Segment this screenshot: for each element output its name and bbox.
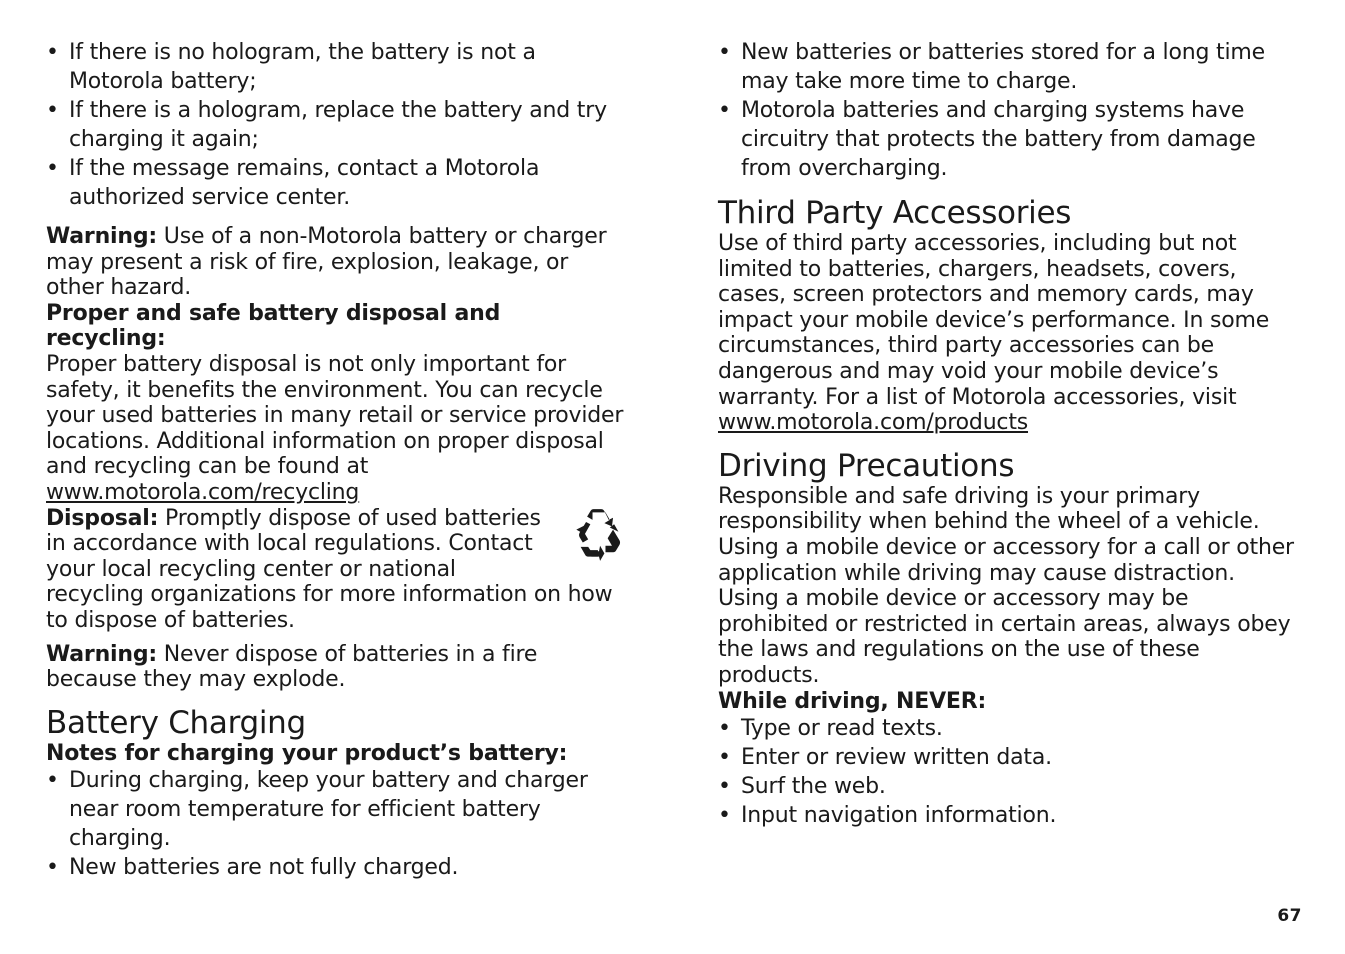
warning-text: Never dispose of batteries in a fire because they may explode. bbox=[46, 641, 538, 693]
list-item: • New batteries are not fully charged. bbox=[46, 853, 626, 882]
charging-list-continued bbox=[718, 38, 1300, 183]
list-item: • If there is a hologram, replace the battery and try charging it again; bbox=[46, 96, 626, 154]
recycling-link-line bbox=[46, 480, 626, 506]
hologram-list bbox=[46, 38, 626, 212]
battery-charging-title: Battery Charging bbox=[46, 704, 306, 741]
warning-paragraph bbox=[46, 224, 626, 301]
charging-notes-heading: Notes for charging your product’s battery: bbox=[46, 740, 568, 766]
products-link[interactable]: www.motorola.com/products bbox=[718, 410, 1029, 436]
third-party-title: Third Party Accessories bbox=[718, 195, 1072, 231]
list-item: • Input navigation information. bbox=[718, 801, 1300, 830]
never-heading: While driving, NEVER: bbox=[718, 688, 987, 714]
page-number: 67 bbox=[1277, 906, 1302, 926]
disposal-heading: Proper and safe battery disposal and recycling: bbox=[46, 300, 501, 352]
warning-text: Use of a non-Motorola battery or charger may present a risk of fire, explosion, leakage, or other hazard. bbox=[46, 224, 607, 301]
list-item: • If the message remains, contact a Motorola authorized service center. bbox=[46, 154, 626, 212]
disposal-body: Proper battery disposal is not only important for safety, it benefits the environment. You can recycle your used batteries in many retail or service provider locations. Additional information on proper disposal and recycling can be found at bbox=[46, 351, 624, 480]
never-list bbox=[718, 714, 1300, 830]
list-item: • Type or read texts. bbox=[718, 714, 1300, 743]
third-party-body: Use of third party accessories, including but not limited to batteries, chargers, headsets, covers, cases, screen protectors and memory cards, may impact your mobile device’s performance. In some circumstances, third party accessories can be dangerous and may void your mobile device’s warranty. For a list of Motorola accessories, visit bbox=[718, 231, 1270, 410]
products-link-line bbox=[718, 410, 1300, 436]
recycling-link[interactable]: www.motorola.com/recycling bbox=[46, 479, 360, 505]
disposal-block bbox=[46, 506, 626, 634]
list-item: • During charging, keep your battery and charger near room temperature for efficient battery charging. bbox=[46, 766, 626, 853]
warning-fire-paragraph bbox=[46, 642, 626, 693]
disposal-paragraph: Disposal: Promptly dispose of used batteries in accordance with local regulations. Contact your local recycling center or national recycling organizations for more information on how to dispose of batteries. bbox=[46, 505, 613, 633]
driving-body: Responsible and safe driving is your primary responsibility when behind the wheel of a vehicle. Using a mobile device or accessory for a call or other application while driving may cause distraction. Using a mobile device or accessory may be prohibited or restricted in certain areas, always obey the laws and regulations on the use of these products. bbox=[718, 483, 1294, 688]
list-item: • New batteries or batteries stored for a long time may take more time to charge. bbox=[718, 38, 1300, 96]
list-item: • If there is no hologram, the battery is not a Motorola battery; bbox=[46, 38, 626, 96]
recycle-icon bbox=[572, 508, 626, 562]
left-column bbox=[46, 38, 626, 882]
warning-label: Warning: bbox=[46, 224, 157, 249]
disposal-label: Disposal: bbox=[46, 505, 159, 531]
list-item: • Motorola batteries and charging systems have circuitry that protects the battery from damage from overcharging. bbox=[718, 96, 1300, 183]
warning-label: Warning: bbox=[46, 641, 157, 667]
charging-list bbox=[46, 766, 626, 882]
driving-title: Driving Precautions bbox=[718, 447, 1015, 484]
right-column bbox=[718, 38, 1300, 830]
list-item: • Enter or review written data. bbox=[718, 743, 1300, 772]
list-item: • Surf the web. bbox=[718, 772, 1300, 801]
